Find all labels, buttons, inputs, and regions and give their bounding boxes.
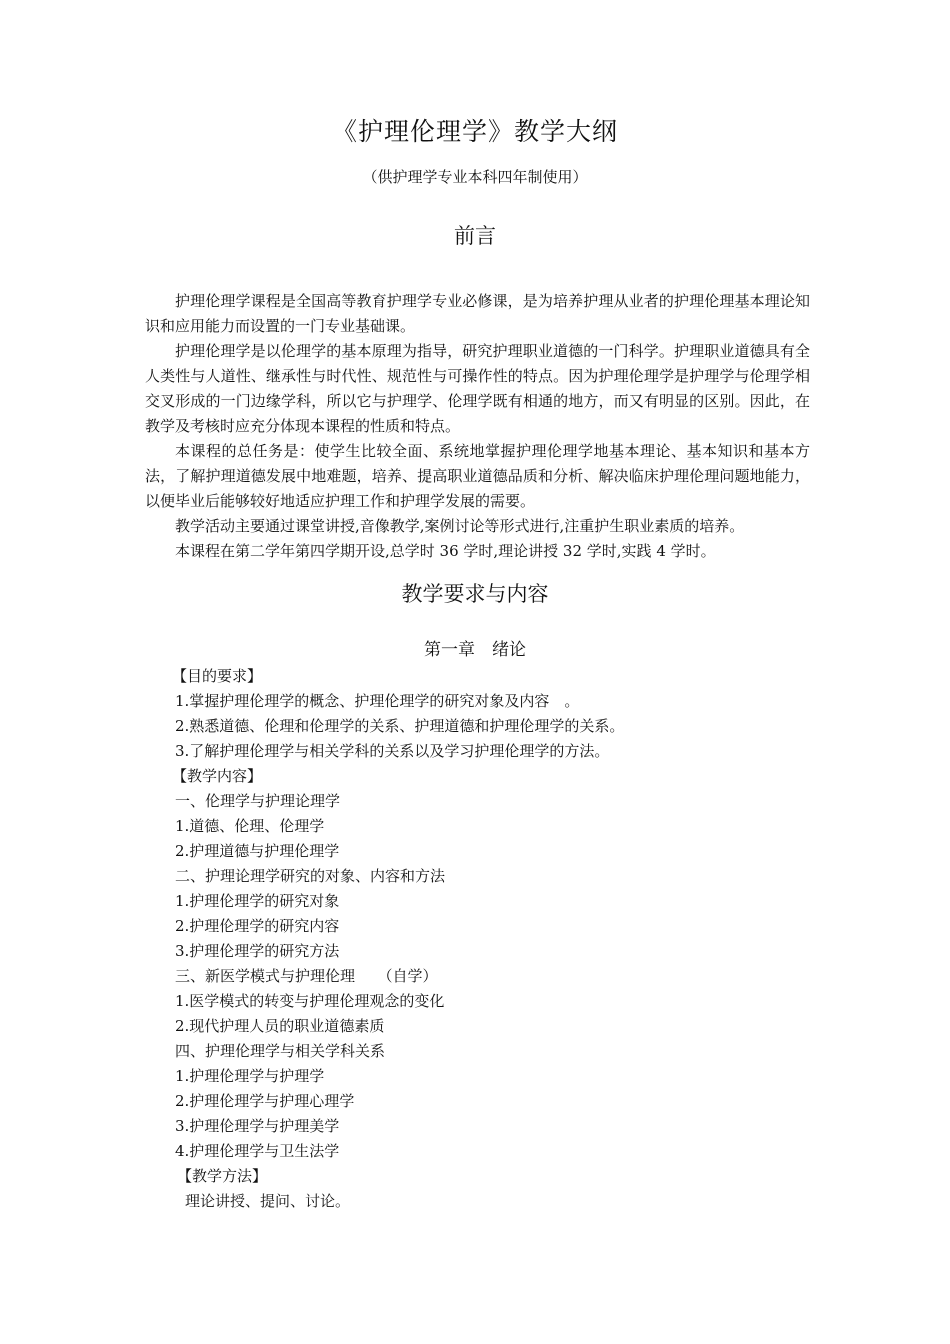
content-line: 1.护理伦理学与护理学 xyxy=(175,1067,325,1085)
content-line: 3.护理伦理学的研究方法 xyxy=(175,942,340,960)
goal-item: 1.掌握护理伦理学的概念、护理伦理学的研究对象及内容 。 xyxy=(175,692,580,710)
requirements-heading: 教学要求与内容 xyxy=(401,582,549,606)
document-title: 《护理伦理学》教学大纲 xyxy=(331,117,618,146)
goal-item: 3.了解护理伦理学与相关学科的关系以及学习护理伦理学的方法。 xyxy=(175,742,610,760)
content-line: 1.道德、伦理、伦理学 xyxy=(175,817,325,835)
content-line: 四、护理伦理学与相关学科关系 xyxy=(175,1042,386,1060)
content-line: 2.护理伦理学的研究内容 xyxy=(175,917,340,935)
content-line: 二、护理论理学研究的对象、内容和方法 xyxy=(175,867,446,885)
goal-item: 2.熟悉道德、伦理和伦理学的关系、护理道德和护理伦理学的关系。 xyxy=(175,717,625,735)
content-line: 2.现代护理人员的职业道德素质 xyxy=(175,1017,385,1035)
content-line: 三、新医学模式与护理伦理 （自学） xyxy=(175,967,438,985)
preface-heading: 前言 xyxy=(454,224,496,248)
goals-label: 【目的要求】 xyxy=(172,667,263,685)
content-line: 1.护理伦理学的研究对象 xyxy=(175,892,340,910)
chapter-content xyxy=(172,664,795,1214)
content-line: 2.护理道德与护理伦理学 xyxy=(175,842,340,860)
content-line: 2.护理伦理学与护理心理学 xyxy=(175,1092,355,1110)
preface-paragraph: 护理伦理学课程是全国高等教育护理学专业必修课，是为培养护理从业者的护理伦理基本理论知识和应用能力而设置的一门专业基础课。 xyxy=(145,292,810,335)
preface-paragraph: 护理伦理学是以伦理学的基本原理为指导，研究护理职业道德的一门科学。护理职业道德具有全人类性与人道性、继承性与时代性、规范性与可操作性的特点。因为护理伦理学是护理学与伦理学相交叉形成的一门边缘学科，所以它与护理学、伦理学既有相通的地方，而又有明显的区别。因此，在教学及考核时应充分体现本课程的性质和特点。 xyxy=(145,342,810,435)
content-label: 【教学内容】 xyxy=(172,767,263,785)
content-line: 4.护理伦理学与卫生法学 xyxy=(175,1142,340,1160)
preface-paragraph: 本课程的总任务是：使学生比较全面、系统地掌握护理伦理学地基本理论、基本知识和基本方法，了解护理道德发展中地难题，培养、提高职业道德品质和分析、解决临床护理伦理问题地能力，以便毕业后能够较好地适应护理工作和护理学发展的需要。 xyxy=(145,442,810,510)
preface-paragraph: 本课程在第二学年第四学期开设,总学时 36 学时,理论讲授 32 学时,实践 4 学时。 xyxy=(175,542,716,560)
chapter-heading: 第一章 绪论 xyxy=(424,640,526,660)
content-line: 3.护理伦理学与护理美学 xyxy=(175,1117,340,1135)
document-subtitle: （供护理学专业本科四年制使用） xyxy=(362,168,588,186)
preface-body xyxy=(145,289,810,564)
method-text: 理论讲授、提问、讨论。 xyxy=(185,1192,351,1210)
content-line: 一、伦理学与护理论理学 xyxy=(175,792,341,810)
method-label: 【教学方法】 xyxy=(177,1167,268,1185)
preface-paragraph: 教学活动主要通过课堂讲授,音像教学,案例讨论等形式进行,注重护生职业素质的培养。 xyxy=(175,517,745,535)
content-line: 1.医学模式的转变与护理伦理观念的变化 xyxy=(175,992,445,1010)
